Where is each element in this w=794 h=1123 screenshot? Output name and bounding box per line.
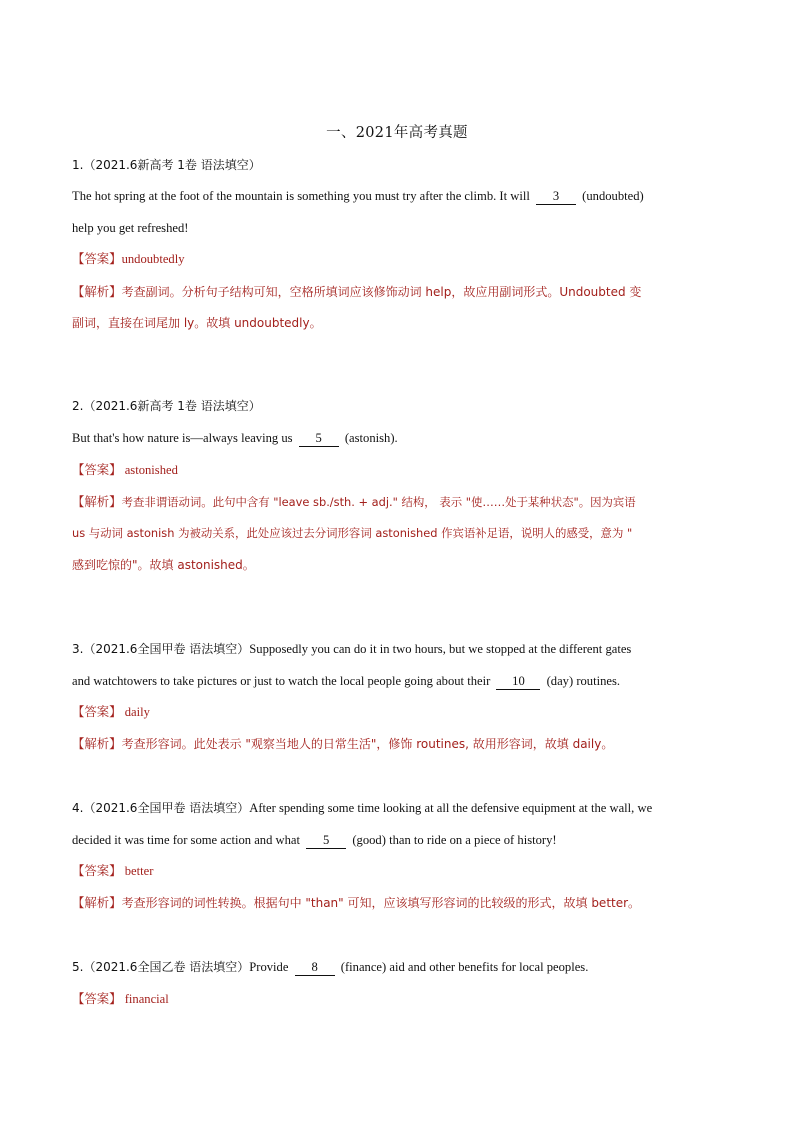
explanation-text: 考查非谓语动词。此句中含有 "leave sb./sth. + adj." 结构， 表示 "使……处于某种状态"。因为宾语	[121, 495, 636, 509]
question-4-explanation-1	[72, 893, 727, 913]
question-3-text-b: and watchtowers to take pictures or just to watch the local people going about their	[72, 674, 491, 688]
question-2-answer	[72, 460, 727, 480]
question-2-explanation-1	[72, 492, 727, 512]
question-1-source: 1.（2021.6新高考 1卷 语法填空）	[72, 158, 261, 172]
answer-label: 【答案】	[72, 991, 122, 1006]
answer-label: 【答案】	[72, 704, 122, 719]
question-3-line-2	[72, 671, 727, 691]
question-4-text-b: decided it was time for some action and what	[72, 833, 301, 847]
question-4-text-c: (good) than to ride on a piece of history!	[352, 833, 557, 847]
answer-value: astonished	[124, 463, 178, 477]
question-1-explanation-1	[72, 282, 727, 302]
explanation-text: us 与动词 astonish 为被动关系，此处应该过去分词形容词 astonished 作宾语补足语，说明人的感受，意为 "	[72, 526, 633, 540]
question-5-answer	[72, 989, 727, 1009]
explanation-text: 考查形容词的词性转换。根据句中 "than" 可知，应该填写形容词的比较级的形式，故填 better。	[121, 896, 641, 910]
question-1-text-b: (undoubted)	[582, 189, 644, 203]
question-2-line-1	[72, 428, 727, 448]
question-5-blank: 8	[295, 959, 335, 976]
question-3-explanation-1	[72, 734, 727, 754]
question-3-answer	[72, 702, 727, 722]
question-1-answer	[72, 249, 727, 269]
question-1-line-2	[72, 218, 727, 238]
question-1-explanation-2	[72, 313, 727, 333]
answer-label: 【答案】	[72, 462, 122, 477]
question-1-line-1	[72, 186, 727, 206]
question-5-text-a: Provide	[249, 960, 289, 974]
explanation-label: 【解析】	[72, 284, 122, 299]
answer-label: 【答案】	[72, 251, 122, 266]
answer-value: financial	[124, 992, 169, 1006]
question-3-source: 3.（2021.6全国甲卷 语法填空）	[72, 642, 250, 656]
question-3-text-c: (day) routines.	[546, 674, 621, 688]
question-2-explanation-3	[72, 555, 727, 575]
answer-label: 【答案】	[72, 863, 122, 878]
explanation-text: 考查形容词。此处表示 "观察当地人的日常生活"，修饰 routines, 故用形容词，故填 daily。	[121, 737, 614, 751]
explanation-label: 【解析】	[72, 895, 122, 910]
question-5-text-b: (finance) aid and other benefits for local peoples.	[340, 960, 589, 974]
question-4-answer	[72, 861, 727, 881]
question-3-blank: 10	[496, 673, 540, 690]
question-1-text-c: help you get refreshed!	[72, 221, 189, 235]
question-4-text-a: After spending some time looking at all the defensive equipment at the wall, we	[249, 801, 653, 815]
question-1-text-a: The hot spring at the foot of the mountain is something you must try after the climb. It will	[72, 189, 530, 203]
question-4-heading	[72, 798, 727, 818]
question-2-source: 2.（2021.6新高考 1卷 语法填空）	[72, 399, 261, 413]
explanation-text: 考查副词。分析句子结构可知，空格所填词应该修饰动词 help，故应用副词形式。Undoubted 变	[121, 285, 642, 299]
explanation-label: 【解析】	[72, 494, 122, 509]
question-3-heading	[72, 639, 727, 659]
question-4-source: 4.（2021.6全国甲卷 语法填空）	[72, 801, 250, 815]
question-2-blank: 5	[299, 430, 339, 447]
question-1-heading	[72, 155, 727, 175]
explanation-label: 【解析】	[72, 736, 122, 751]
question-3-text-a: Supposedly you can do it in two hours, but we stopped at the different gates	[249, 642, 632, 656]
explanation-text: 感到吃惊的"。故填 astonished。	[72, 558, 255, 572]
question-1-blank: 3	[536, 188, 576, 205]
answer-value: better	[124, 864, 154, 878]
explanation-text: 副词，直接在词尾加 ly。故填 undoubtedly。	[72, 316, 322, 330]
question-4-line-2	[72, 830, 727, 850]
section-title: 一、2021年高考真题	[326, 125, 468, 141]
answer-value: daily	[124, 705, 150, 719]
question-4-blank: 5	[306, 832, 346, 849]
question-2-explanation-2	[72, 523, 727, 543]
question-2-text-a: But that's how nature is—always leaving us	[72, 431, 293, 445]
question-2-heading	[72, 396, 727, 416]
question-5-source: 5.（2021.6全国乙卷 语法填空）	[72, 960, 250, 974]
answer-value: undoubtedly	[121, 252, 185, 266]
question-2-text-b: (astonish).	[344, 431, 398, 445]
question-5-heading	[72, 957, 727, 977]
